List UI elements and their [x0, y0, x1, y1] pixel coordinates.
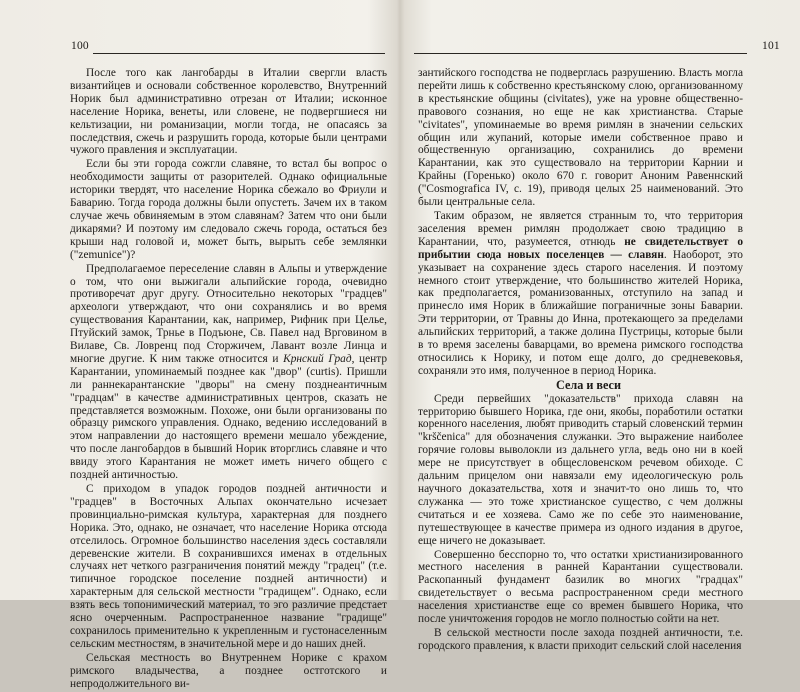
- paragraph-text: Таким образом, не является странным то, что территория заселения времен римлян продолжает свою традицию в Карантании, что, разумеется, отнюдь: [418, 209, 743, 248]
- paragraph: С приходом в упадок городов поздней античности и "градцев" в Восточных Альпах окончательно исчезает провинциально-римская культура, характерная для позднего Норика. Это, однако, не означает, что население Норика отсюда отселилось. Огромное большинство населения здесь составляли деревенские жители. В сохранившихся именах в отдельных случаях нет четкого разграничения понятий между "градец" (т.е. типичное городское поселение поздней античности) и характерным для сельской местности "градищем". Однако, если взять весь топонимический материал, то эго различие предстает ясно очерченным. Распространенное название "градище" сохранилось применительно к укрепленным и густонаселенным сельским местностям, в значительной мере и до наших дней.: [70, 483, 387, 650]
- left-page: [0, 0, 400, 690]
- left-page-body: [70, 67, 387, 692]
- header-rule: [93, 53, 385, 54]
- paragraph: Сельская местность во Внутреннем Норике с крахом римского владычества, а позднее остготского и непродолжительного ви-: [70, 651, 387, 690]
- bold-emphasis: не свидетельствует о прибытии сюда новых поселенцев — славян: [418, 235, 743, 261]
- paragraph: После того как лангобарды в Италии свергли власть византийцев и основали собственное королевство, Внутренний Норик был административно отрезан от Италии; исконное население Норика, венеты, или словене, не подвергшиеся ни кельтизации, ни романизации, могли тогда, не опасаясь за последствия, сжечь и разрушить города, которые были центрами чужого правления и эксплуатации.: [70, 67, 387, 157]
- paragraph: зантийского господства не подверглась разрушению. Власть могла перейти лишь к собственно крестьянскому слою, организованному в крестьянские общины (civitates), уже на уровне общественно-правового сознания, но еще не как христианства. Старые "civitates", упоминаемые во время римлян в значении сельских общин или жупаний, которые имели собственное право и общественную организацию, сохранились до времени Карантании, как это существовало на территории Карнии и Крайны (Горенько) около 670 г. говорит Аноним Равеннский ("Cosmografica IV, c. 19), приводя целых 25 наименований. Это были центральные села.: [418, 67, 743, 209]
- paragraph: В сельской местности после захода поздней античности, т.е. городского правления, к власти приходит сельский слой населения: [418, 626, 743, 652]
- paragraph: Совершенно бесспорно то, что остатки христианизированного местного населения в ранней Карантании существовали. Раскопанный фундамент базилик во многих "градцах" свидетельствует о весьма распространенном среди местного населения христианстве еще со времен бывшего Норика, что после уничтожения городов не могло полностью сойти на нет.: [418, 548, 743, 626]
- paragraph-text: , центр Карантании, упоминаемый позднее как "двор" (curtis). Пришли ли раннекарантанские "дворы" на смену позднеантичным "градцам" в качестве административных центров, сказать не представляется возможным. Похоже, они были организованы по образцу римского управления. Однако, ведению исследований в этом направлении до настоящего времени мешало убеждение, что после лангобардов в бывший Норик вторглись славяне и что ввиду этого Карантания не может иметь ничего общего с поздней античностью.: [70, 352, 388, 482]
- paragraph: [70, 263, 387, 482]
- paragraph: Среди первейших "доказательств" прихода славян на территорию бывшего Норика, где они, якобы, поработили остатки коренного населения, любят приводить старый словенский термин "krščenica" для обозначения служанки. Это выражение наиболее горячие головы выволокли из дальнего угла, ведь оно ни в коей мере не присутствует в общесловенском речевом обиходе. С дальним прицелом они навязали ему идеологическую роль научного доказательства, хотя и значит-то оно лишь то, что служанка — это тоже христианское существо, с чем должны считаться и ее хозяева. Само же по себе это наименование, путешествующее в качестве примера из одного издания в другое, еще ничего не доказывает.: [418, 392, 743, 547]
- paragraph-text: Предполагаемое переселение славян в Альпы и утверждение о том, что они выжигали альпийские города, очевидно противоречат друг другу. Относительно некоторых "градцев" археологи утверждают, что они сохранялись и во время существования Карантании, как, например, Рифник при Цельe, Птуйский замок, Трнье в Подъюне, Св. Павел над Врговином в Вилаве, Св. Ловренц под Сторжичем, Лавант возле Линца и многие другие. К ним также относится и: [70, 262, 387, 365]
- right-page-body: [418, 67, 743, 654]
- header-rule: [414, 53, 747, 54]
- paragraph: [418, 210, 743, 378]
- right-page: [400, 0, 800, 652]
- paragraph-text: . Наоборот, это указывает на сохранение здесь старого населения. И поэтому немного стоит утверждение, что большинство жителей Норика, как предполагается, романизованных, отступило на запад и принесло имя Норик в ближайшие пограничные зоны Баварии. Эти территории, от Травны до Инна, протекающего за пределами альпийских территорий, а также долина Пустрицы, которые были в то время заселены баварцами, во времена римского господства относились к Норику, и потом еще долго, до средневековья, сохраняли это имя, полученное в период Норика.: [418, 248, 743, 377]
- page-number: 101: [762, 40, 780, 52]
- page-number: 100: [71, 40, 89, 52]
- italic-place-name: Крнский Град: [283, 352, 352, 365]
- paragraph: Если бы эти города сожгли славяне, то встал бы вопрос о необходимости защиты от разорителей. Однако официальные историки твердят, что население Норика сбежало во Фриули и Баварию. Тогда города должны были опустеть. Зачем их в таком случае жечь обвиняемым в этом славянам? Затем что они были дикарями? И поэтому им следовало сжечь города, остаться без крыши над головой и, может быть, вырыть себе землянки ("zemunice")?: [70, 158, 387, 261]
- section-heading: Села и веси: [556, 377, 621, 392]
